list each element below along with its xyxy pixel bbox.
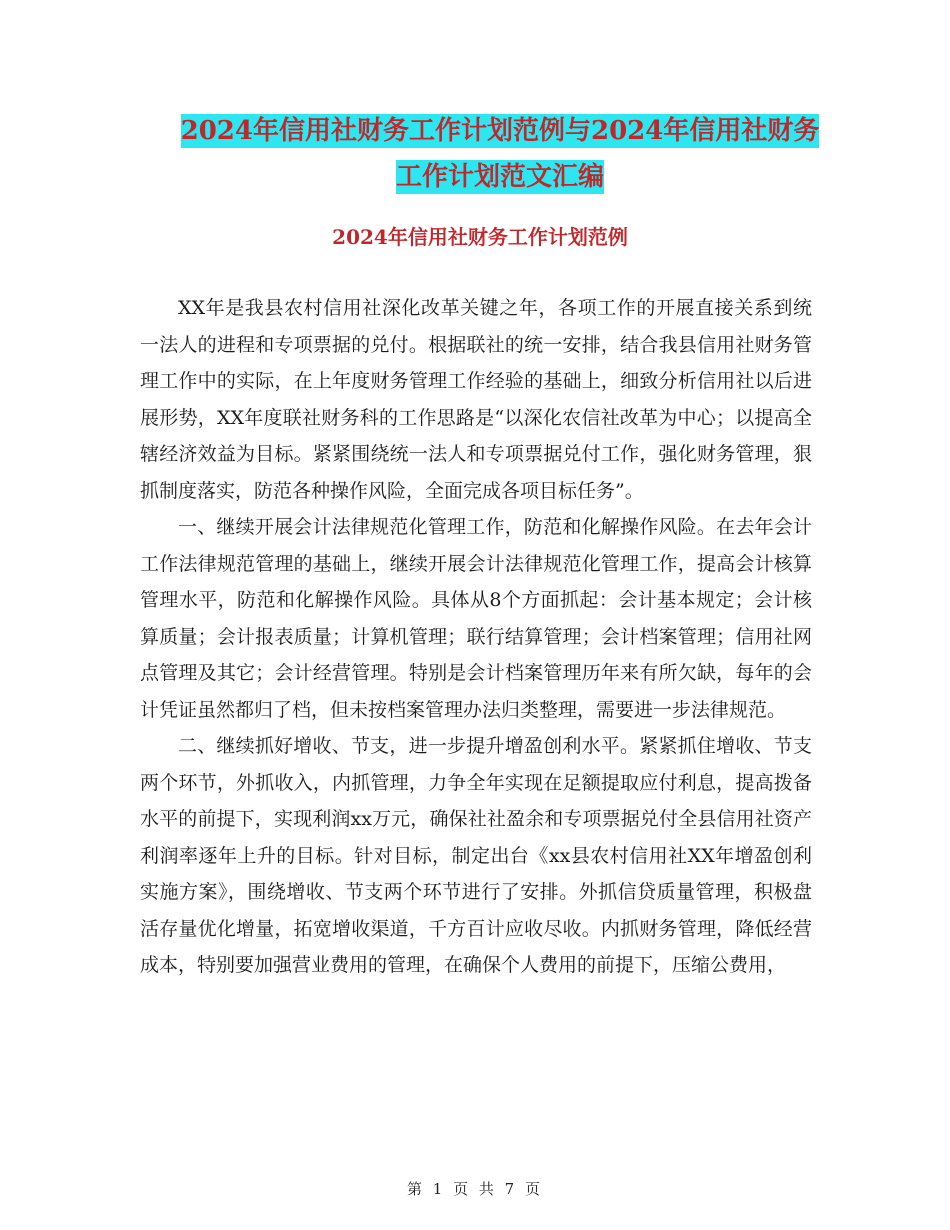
page-footer: 第 1 页 共 7 页 (407, 1180, 543, 1198)
document-title (140, 108, 860, 200)
paragraph-item-1: 一、继续开展会计法律规范化管理工作，防范和化解操作风险。在去年会计工作法律规范管理的基础上，继续开展会计法律规范化管理工作，提高会计核算管理水平，防范和化解操作风险。具体从8个方面抓起：会计基本规定；会计核算质量；会计报表质量；计算机管理；联行结算管理；会计档案管理；信用社网点管理及其它；会计经营管理。特别是会计档案管理历年来有所欠缺，每年的会计凭证虽然都归了档，但未按档案管理办法归类整理，需要进一步法律规范。 (140, 516, 812, 721)
document-body (140, 290, 812, 984)
document-title-line-2: 工作计划范文汇编 (395, 162, 604, 192)
document-title-line-1: 2024年信用社财务工作计划范例与2024年信用社财务 (180, 116, 820, 146)
paragraph-item-2: 二、继续抓好增收、节支，进一步提升增盈创利水平。紧紧抓住增收、节支两个环节，外抓收入，内抓管理，力争全年实现在足额提取应付利息，提高拨备水平的前提下，实现利润xx万元，确保社社盈余和专项票据兑付全县信用社资产利润率逐年上升的目标。针对目标，制定出台《xx县农村信用社XX年增盈创利实施方案》，围绕增收、节支两个环节进行了安排。外抓信贷质量管理，积极盘活存量优化增量，拓宽增收渠道，千方百计应收尽收。内抓财务管理，降低经营成本，特别要加强营业费用的管理，在确保个人费用的前提下，压缩公费用， (140, 735, 812, 976)
paragraph-intro: XX年是我县农村信用社深化改革关键之年，各项工作的开展直接关系到统一法人的进程和专项票据的兑付。根据联社的统一安排，结合我县信用社财务管理工作中的实际，在上年度财务管理工作经验的基础上，细致分析信用社以后进展形势，XX年度联社财务科的工作思路是“以深化农信社改革为中心；以提高全辖经济效益为目标。紧紧围绕统一法人和专项票据兑付工作，强化财务管理，狠抓制度落实，防范各种操作风险，全面完成各项目标任务”。 (140, 297, 812, 502)
section-title: 2024年信用社财务工作计划范例 (332, 225, 628, 249)
